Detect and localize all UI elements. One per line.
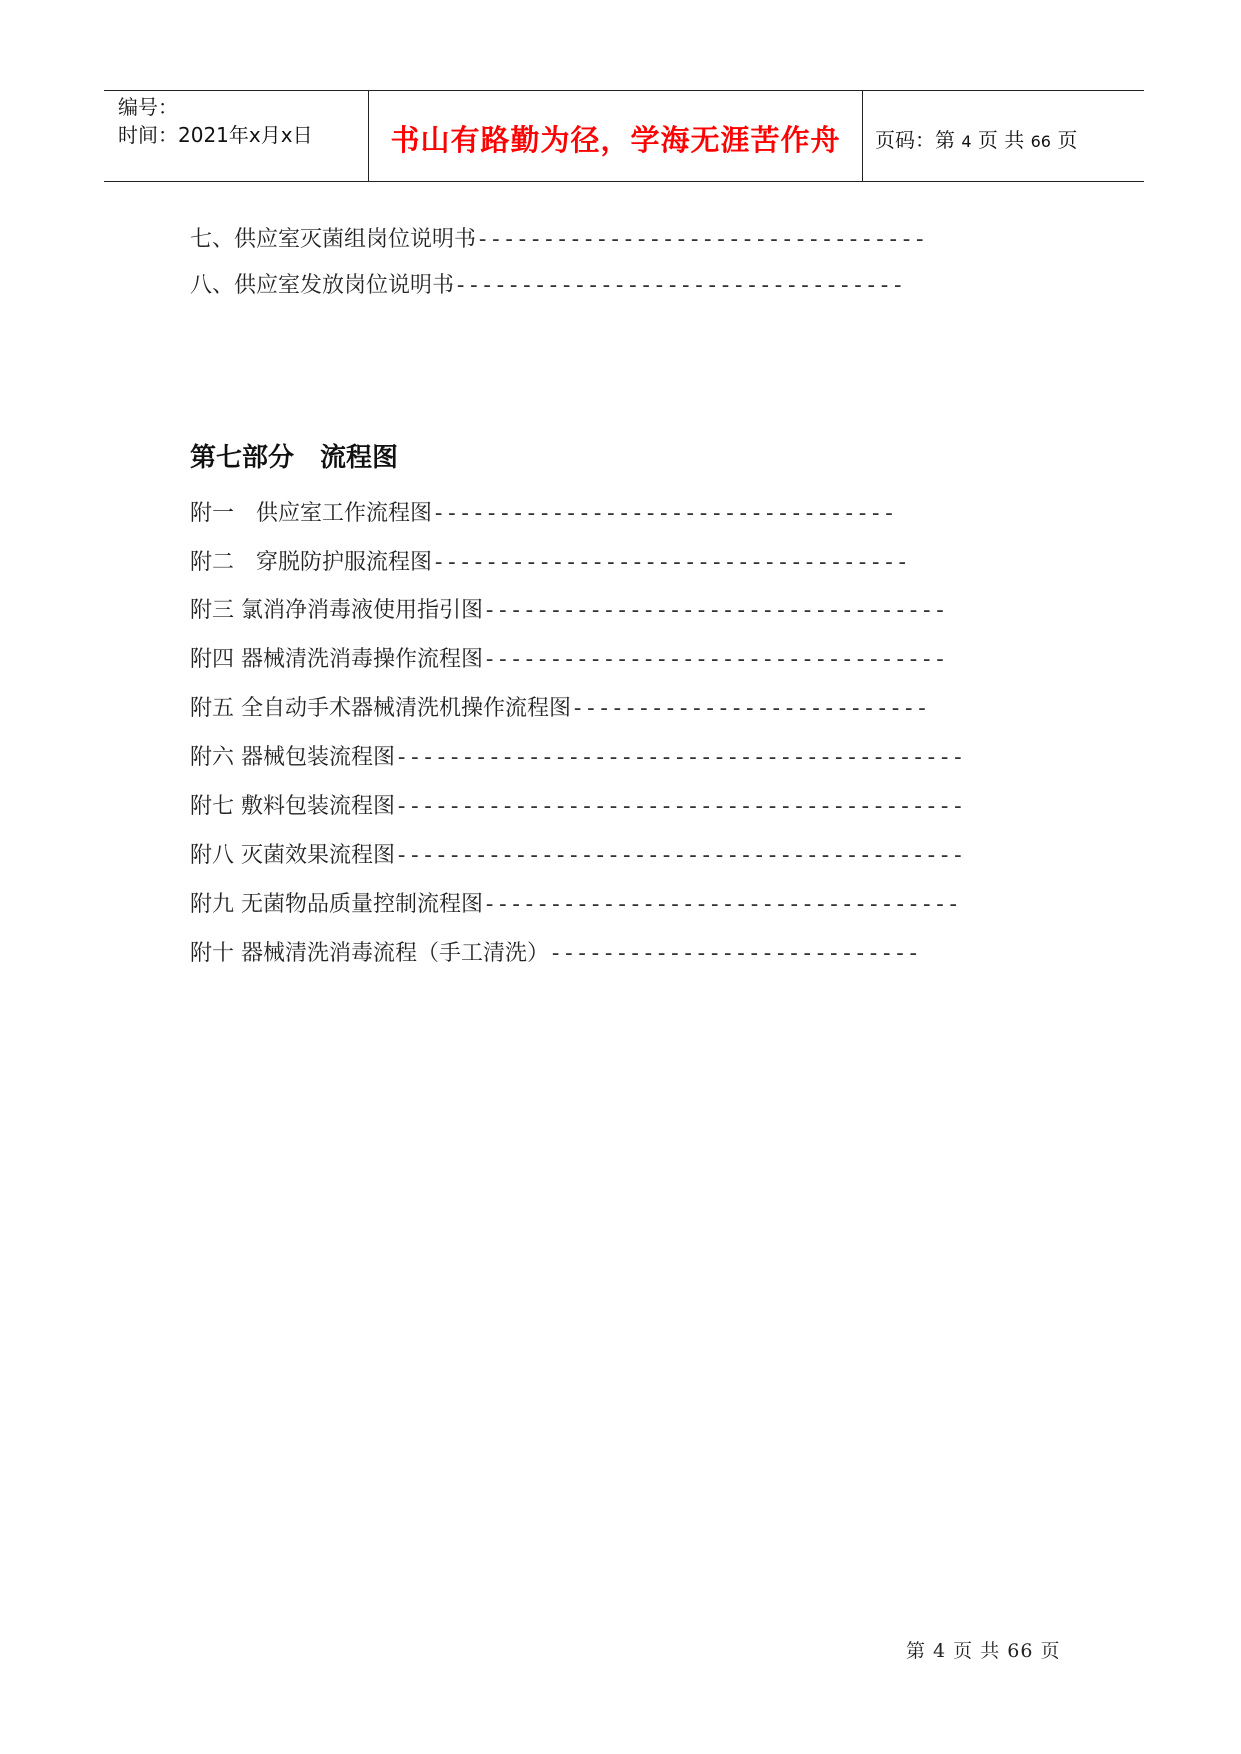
toc-leader: ----------------------------	[549, 941, 920, 966]
appendix-item-label: 附七 敷料包装流程图	[190, 794, 395, 819]
appendix-item-label: 附四 器械清洗消毒操作流程图	[190, 647, 483, 672]
toc-leader: -----------------------------------	[432, 501, 896, 526]
header-page-number	[875, 124, 1144, 153]
appendix-item-label: 附六 器械包装流程图	[190, 745, 395, 770]
section-title: 第七部分 流程图	[190, 443, 399, 473]
appendix-item	[190, 642, 947, 673]
toc-leader: ------------------------------------	[432, 550, 909, 575]
appendix-item	[190, 887, 960, 918]
toc-item	[190, 268, 904, 299]
appendix-item-label: 附九 无菌物品质量控制流程图	[190, 892, 483, 917]
appendix-item	[190, 936, 920, 967]
toc-leader: -----------------------------------	[483, 598, 947, 623]
time-line	[118, 121, 368, 149]
toc-leader: -----------------------------------	[483, 647, 947, 672]
page-footer: 第 4 页 共 66 页	[906, 1640, 1061, 1662]
motto: 书山有路勤为径，学海无涯苦作舟	[390, 122, 841, 157]
appendix-item	[190, 496, 896, 527]
toc-item-label: 七、供应室灭菌组岗位说明书	[190, 227, 477, 252]
time-value: 2021年x月x日	[178, 123, 313, 147]
toc-item-label: 八、供应室发放岗位说明书	[190, 273, 455, 298]
appendix-item-label: 附二 穿脱防护服流程图	[190, 550, 433, 575]
serial-label: 编号：	[118, 95, 178, 119]
appendix-item-label: 附五 全自动手术器械清洗机操作流程图	[190, 696, 571, 721]
appendix-item	[190, 789, 965, 820]
appendix-item	[190, 593, 947, 624]
appendix-item-label: 附八 灭菌效果流程图	[190, 843, 395, 868]
time-prefix: 时间：	[118, 123, 178, 147]
page-mid: 页 共	[977, 127, 1025, 152]
header-page-cell	[863, 91, 1144, 181]
toc-leader: -------------------------------------------	[395, 745, 965, 770]
appendix-item-label: 附十 器械清洗消毒流程（手工清洗）	[190, 941, 549, 966]
appendix-item	[190, 545, 909, 576]
toc-leader: -------------------------------------------	[395, 794, 965, 819]
appendix-item-label: 附一 供应室工作流程图	[190, 501, 433, 526]
page-header	[104, 90, 1144, 182]
appendix-item	[190, 740, 965, 771]
appendix-item	[190, 691, 929, 722]
appendix-item-label: 附三 氯消净消毒液使用指引图	[190, 598, 483, 623]
toc-leader: ---------------------------	[571, 696, 929, 721]
page-current: 4	[961, 131, 972, 151]
page-prefix: 页码：第	[875, 127, 955, 152]
appendix-item	[190, 838, 965, 869]
header-motto-cell	[369, 91, 863, 181]
toc-leader: ------------------------------------	[483, 892, 960, 917]
toc-leader: ----------------------------------	[454, 273, 905, 298]
header-meta-cell	[104, 91, 369, 181]
toc-leader: ----------------------------------	[476, 227, 927, 252]
page-suffix: 页	[1057, 127, 1078, 152]
toc-leader: -------------------------------------------	[395, 843, 965, 868]
toc-item	[190, 222, 926, 253]
page-total: 66	[1030, 131, 1051, 151]
